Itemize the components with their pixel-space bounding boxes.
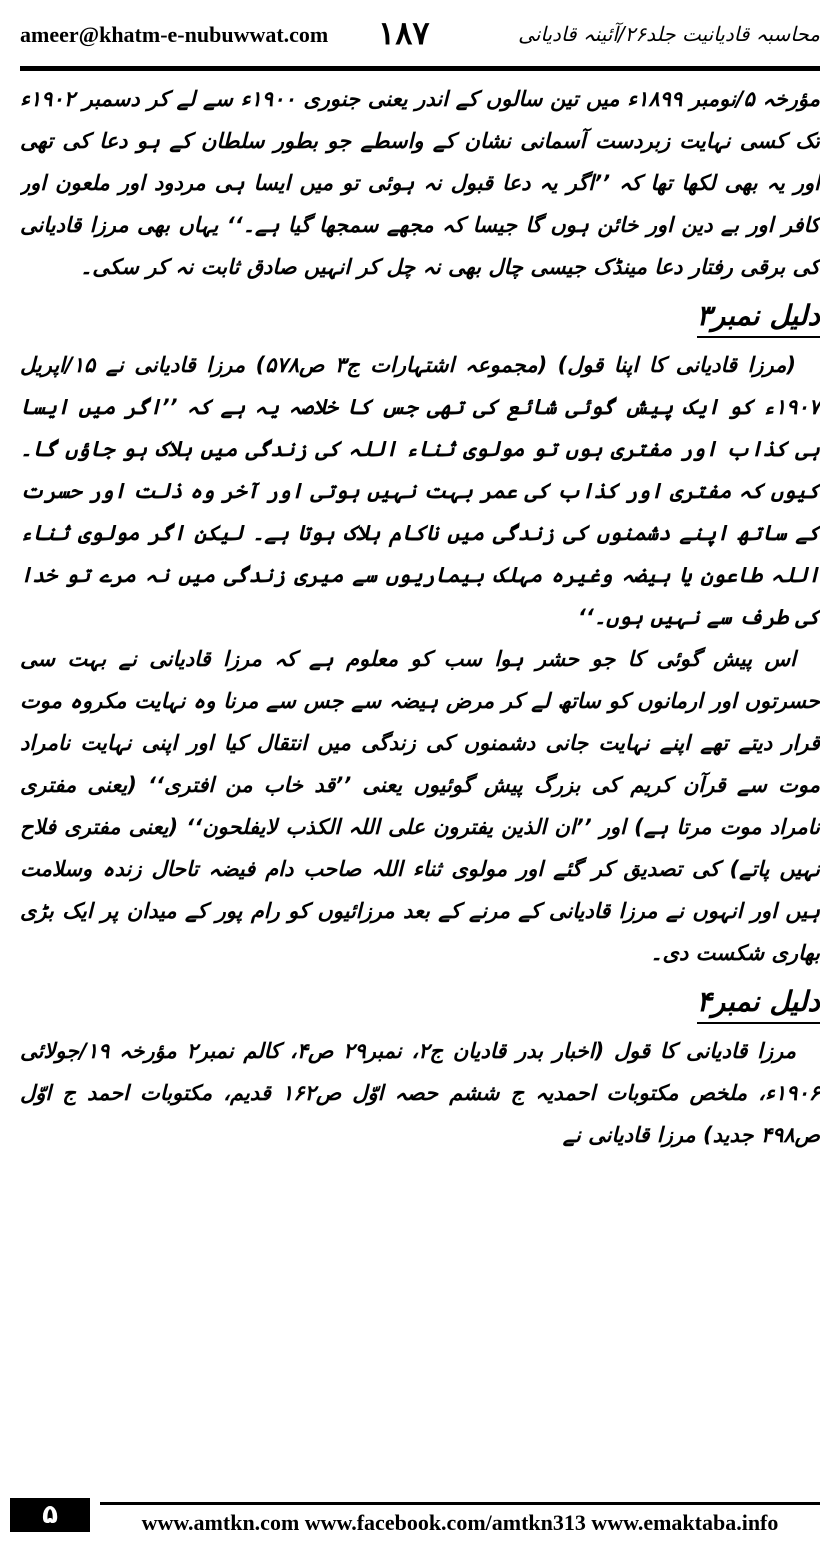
section-heading-4-wrap [20,974,820,1030]
section-heading-3-wrap [20,288,820,344]
footer-links: www.amtkn.com www.facebook.com/amtkn313 www.emaktaba.info [141,1510,779,1535]
header-rule [20,66,820,71]
header-book-title: محاسبہ قادیانیت جلد۲۶/آئینہ قادیانی [518,22,820,46]
paragraph-intro: مؤرخہ ۵/نومبر ۱۸۹۹ء میں تین سالوں کے اندر یعنی جنوری ۱۹۰۰ء سے لے کر دسمبر ۱۹۰۲ء تک کسی نہایت زبردست آسمانی نشان کے واسطے جو بطور سلطان کے ہو دعا کی تھی اور یہ بھی لکھا تھا کہ ’’اگر یہ دعا قبول نہ ہوئی تو میں ایسا ہی مردود اور ملعون اور کافر اور بے دین اور خائن ہوں گا جیسا کہ مجھے سمجھا گیا ہے۔‘‘ یہاں بھی مرزا قادیانی کی برقی رفتار دعا مینڈک جیسی چال بھی نہ چل کر انہیں صادق ثابت نہ کر سکی۔ [20,87,820,279]
page-header [0,0,840,70]
section-heading-4: دلیل نمبر۴ [697,982,820,1024]
paragraph-3b: اس پیش گوئی کا جو حشر ہوا سب کو معلوم ہے کہ مرزا قادیانی نے بہت سی حسرتوں اور ارمانوں کو ساتھ لے کر مرض ہیضہ سے جس سے مرنا وہ نہایت مکروہ موت قرار دیتے تھے اپنے نہایت جانی دشمنوں کی زندگی میں انتقال کیا اور اپنی نہایت نامراد موت سے قرآن کریم کی بزرگ پیش گوئیوں یعنی ’’قد خاب من افتری‘‘ (یعنی مفتری نامراد موت مرتا ہے) اور ’’ان الذین یفترون علی اللہ الکذب لایفلحون‘‘ (یعنی مفتری فلاح نہیں پاتے) کی تصدیق کر گئے اور مولوی ثناء اللہ صاحب دام فیضہ تاحال زندہ وسلامت ہیں اور انہوں نے مرزا قادیانی کے مرنے کے بعد مرزائیوں کو رام پور کے میدان پر ایک بڑی بھاری شکست دی۔ [20,647,820,965]
header-page-number: ۱۸۷ [378,14,430,52]
page-body [20,78,820,1458]
header-email: ameer@khatm-e-nubuwwat.com [20,22,329,47]
paragraph-4a: مرزا قادیانی کا قول (اخبار بدر قادیان ج۲، نمبر۲۹ ص۴، کالم نمبر۲ مؤرخہ ۱۹/جولائی ۱۹۰۶ء، ملخص مکتوبات احمدیہ ج ششم حصہ اوّل ص۱۶۲ قدیم، مکتوبات احمد ج اوّل ص۴۹۸ جدید) مرزا قادیانی نے [20,1039,820,1147]
footer-page-badge: ۵ [10,1498,90,1532]
section-heading-3: دلیل نمبر۳ [697,296,820,338]
paragraph-3a: (مرزا قادیانی کا اپنا قول) (مجموعہ اشتہارات ج۳ ص۵۷۸) مرزا قادیانی نے ۱۵/اپریل ۱۹۰۷ء کو ایک پیش گوئی شائع کی تھی جس کا خلاصہ یہ ہے کہ ’’اگر میں ایسا ہی کذاب اور مفتری ہوں تو مولوی ثناء اللہ کی زندگی میں ہلاک ہو جاؤں گا۔ کیوں کہ مفتری اور کذاب کی عمر بہت نہیں ہوتی اور آخر وہ ذلت اور حسرت کے ساتھ اپنے دشمنوں کی زندگی میں ناکام ہلاک ہوتا ہے۔ لیکن اگر مولوی ثناء اللہ طاعون یا ہیضہ وغیرہ مہلک بیماریوں سے میری زندگی میں نہ مرے تو خدا کی طرف سے نہیں ہوں۔‘‘ [20,353,820,629]
page-footer [0,1488,840,1540]
